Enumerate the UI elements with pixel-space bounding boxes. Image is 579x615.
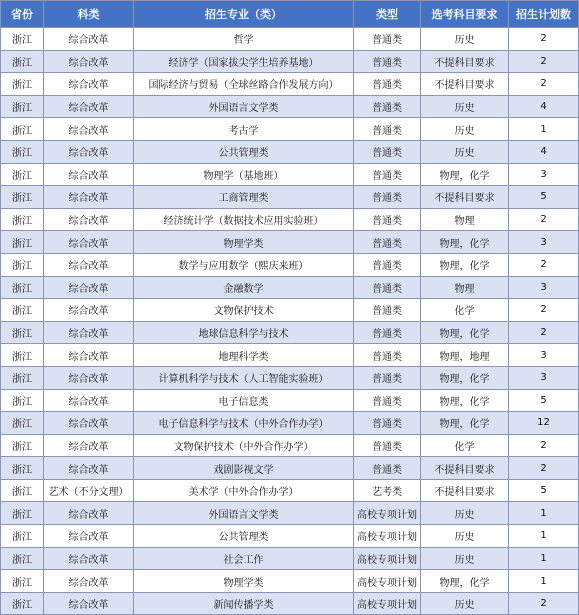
- plan-count-cell: 1: [509, 570, 579, 593]
- category-cell: 综合改革: [44, 570, 134, 593]
- major-cell: 戏剧影视文学: [134, 457, 354, 480]
- major-cell: 新闻传播学类: [134, 592, 354, 615]
- plan-count-cell: 5: [509, 186, 579, 209]
- category-cell: 综合改革: [44, 186, 134, 209]
- category-cell: 综合改革: [44, 299, 134, 322]
- table-row: [1, 389, 579, 412]
- table-row: [1, 163, 579, 186]
- plan-count-cell: 2: [509, 28, 579, 51]
- type-cell: 高校专项计划: [354, 547, 421, 570]
- province-cell: 浙江: [1, 412, 44, 435]
- category-cell: 综合改革: [44, 457, 134, 480]
- type-cell: 普通类: [354, 50, 421, 73]
- category-cell: 艺术（不分文理）: [44, 479, 134, 502]
- province-cell: 浙江: [1, 457, 44, 480]
- category-cell: 综合改革: [44, 73, 134, 96]
- province-cell: 浙江: [1, 276, 44, 299]
- plan-count-cell: 3: [509, 276, 579, 299]
- subject-requirement-cell: 物理，化学: [421, 570, 509, 593]
- table-row: [1, 344, 579, 367]
- subject-requirement-cell: 历史: [421, 28, 509, 51]
- table-row: [1, 140, 579, 163]
- table-body: [1, 28, 579, 615]
- subject-requirement-cell: 历史: [421, 547, 509, 570]
- province-cell: 浙江: [1, 592, 44, 615]
- category-cell: 综合改革: [44, 276, 134, 299]
- category-cell: 综合改革: [44, 163, 134, 186]
- plan-count-cell: 3: [509, 344, 579, 367]
- plan-count-cell: 2: [509, 299, 579, 322]
- header-category: 科类: [44, 1, 134, 28]
- plan-count-cell: 3: [509, 366, 579, 389]
- subject-requirement-cell: 历史: [421, 525, 509, 548]
- type-cell: 普通类: [354, 457, 421, 480]
- province-cell: 浙江: [1, 253, 44, 276]
- category-cell: 综合改革: [44, 253, 134, 276]
- major-cell: 国际经济与贸易（全球丝路合作发展方向）: [134, 73, 354, 96]
- category-cell: 综合改革: [44, 118, 134, 141]
- type-cell: 普通类: [354, 140, 421, 163]
- table-row: [1, 570, 579, 593]
- major-cell: 物理学类: [134, 570, 354, 593]
- province-cell: 浙江: [1, 231, 44, 254]
- category-cell: 综合改革: [44, 434, 134, 457]
- category-cell: 综合改革: [44, 344, 134, 367]
- province-cell: 浙江: [1, 525, 44, 548]
- subject-requirement-cell: 化学: [421, 434, 509, 457]
- province-cell: 浙江: [1, 50, 44, 73]
- major-cell: 电子信息类: [134, 389, 354, 412]
- province-cell: 浙江: [1, 479, 44, 502]
- major-cell: 计算机科学与技术（人工智能实验班）: [134, 366, 354, 389]
- major-cell: 哲学: [134, 28, 354, 51]
- subject-requirement-cell: 不提科目要求: [421, 50, 509, 73]
- type-cell: 高校专项计划: [354, 525, 421, 548]
- type-cell: 普通类: [354, 344, 421, 367]
- type-cell: 艺考类: [354, 479, 421, 502]
- category-cell: 综合改革: [44, 592, 134, 615]
- province-cell: 浙江: [1, 73, 44, 96]
- table-row: [1, 547, 579, 570]
- table-row: [1, 73, 579, 96]
- header-province: 省份: [1, 1, 44, 28]
- subject-requirement-cell: 物理，地理: [421, 344, 509, 367]
- table-row: [1, 186, 579, 209]
- major-cell: 公共管理类: [134, 525, 354, 548]
- province-cell: 浙江: [1, 186, 44, 209]
- major-cell: 经济统计学（数据技术应用实验班）: [134, 208, 354, 231]
- header-subject-requirement: 选考科目要求: [421, 1, 509, 28]
- subject-requirement-cell: 历史: [421, 140, 509, 163]
- plan-count-cell: 1: [509, 118, 579, 141]
- subject-requirement-cell: 物理: [421, 208, 509, 231]
- major-cell: 外国语言文学类: [134, 502, 354, 525]
- category-cell: 综合改革: [44, 525, 134, 548]
- table-row: [1, 412, 579, 435]
- type-cell: 普通类: [354, 231, 421, 254]
- type-cell: 普通类: [354, 73, 421, 96]
- category-cell: 综合改革: [44, 231, 134, 254]
- category-cell: 综合改革: [44, 321, 134, 344]
- province-cell: 浙江: [1, 344, 44, 367]
- province-cell: 浙江: [1, 208, 44, 231]
- subject-requirement-cell: 不提科目要求: [421, 73, 509, 96]
- type-cell: 普通类: [354, 299, 421, 322]
- major-cell: 物理学（基地班）: [134, 163, 354, 186]
- province-cell: 浙江: [1, 140, 44, 163]
- major-cell: 物理学类: [134, 231, 354, 254]
- plan-count-cell: 1: [509, 525, 579, 548]
- type-cell: 普通类: [354, 208, 421, 231]
- subject-requirement-cell: 不提科目要求: [421, 457, 509, 480]
- subject-requirement-cell: 不提科目要求: [421, 186, 509, 209]
- type-cell: 普通类: [354, 276, 421, 299]
- major-cell: 经济学（国家拔尖学生培养基地）: [134, 50, 354, 73]
- subject-requirement-cell: 化学: [421, 299, 509, 322]
- table-row: [1, 502, 579, 525]
- table-row: [1, 592, 579, 615]
- table-row: [1, 525, 579, 548]
- table-row: [1, 253, 579, 276]
- plan-count-cell: 2: [509, 592, 579, 615]
- province-cell: 浙江: [1, 118, 44, 141]
- province-cell: 浙江: [1, 366, 44, 389]
- category-cell: 综合改革: [44, 389, 134, 412]
- category-cell: 综合改革: [44, 50, 134, 73]
- major-cell: 电子信息科学与技术（中外合作办学）: [134, 412, 354, 435]
- subject-requirement-cell: 物理，化学: [421, 231, 509, 254]
- type-cell: 普通类: [354, 412, 421, 435]
- table-row: [1, 28, 579, 51]
- major-cell: 考古学: [134, 118, 354, 141]
- category-cell: 综合改革: [44, 366, 134, 389]
- type-cell: 高校专项计划: [354, 570, 421, 593]
- province-cell: 浙江: [1, 434, 44, 457]
- major-cell: 金融数学: [134, 276, 354, 299]
- table-row: [1, 457, 579, 480]
- plan-count-cell: 2: [509, 321, 579, 344]
- table-row: [1, 321, 579, 344]
- major-cell: 文物保护技术（中外合作办学）: [134, 434, 354, 457]
- province-cell: 浙江: [1, 28, 44, 51]
- subject-requirement-cell: 物理: [421, 276, 509, 299]
- province-cell: 浙江: [1, 570, 44, 593]
- major-cell: 地理科学类: [134, 344, 354, 367]
- subject-requirement-cell: 物理，化学: [421, 366, 509, 389]
- table-header-row: [1, 1, 579, 28]
- plan-count-cell: 1: [509, 547, 579, 570]
- subject-requirement-cell: 物理，化学: [421, 321, 509, 344]
- province-cell: 浙江: [1, 321, 44, 344]
- major-cell: 地球信息科学与技术: [134, 321, 354, 344]
- category-cell: 综合改革: [44, 502, 134, 525]
- category-cell: 综合改革: [44, 95, 134, 118]
- category-cell: 综合改革: [44, 547, 134, 570]
- province-cell: 浙江: [1, 502, 44, 525]
- plan-count-cell: 2: [509, 253, 579, 276]
- plan-count-cell: 12: [509, 412, 579, 435]
- type-cell: 普通类: [354, 186, 421, 209]
- province-cell: 浙江: [1, 299, 44, 322]
- table-row: [1, 299, 579, 322]
- type-cell: 普通类: [354, 321, 421, 344]
- table-row: [1, 231, 579, 254]
- header-plan-count: 招生计划数: [509, 1, 579, 28]
- province-cell: 浙江: [1, 95, 44, 118]
- subject-requirement-cell: 物理，化学: [421, 163, 509, 186]
- table-row: [1, 95, 579, 118]
- major-cell: 文物保护技术: [134, 299, 354, 322]
- type-cell: 普通类: [354, 366, 421, 389]
- major-cell: 工商管理类: [134, 186, 354, 209]
- type-cell: 普通类: [354, 95, 421, 118]
- plan-count-cell: 4: [509, 140, 579, 163]
- type-cell: 高校专项计划: [354, 502, 421, 525]
- category-cell: 综合改革: [44, 140, 134, 163]
- table-row: [1, 276, 579, 299]
- subject-requirement-cell: 物理，化学: [421, 389, 509, 412]
- plan-count-cell: 2: [509, 73, 579, 96]
- header-type: 类型: [354, 1, 421, 28]
- type-cell: 普通类: [354, 253, 421, 276]
- plan-count-cell: 5: [509, 389, 579, 412]
- table-row: [1, 118, 579, 141]
- plan-count-cell: 2: [509, 457, 579, 480]
- table-row: [1, 479, 579, 502]
- plan-count-cell: 1: [509, 502, 579, 525]
- province-cell: 浙江: [1, 163, 44, 186]
- subject-requirement-cell: 物理，化学: [421, 412, 509, 435]
- table-row: [1, 434, 579, 457]
- type-cell: 普通类: [354, 389, 421, 412]
- subject-requirement-cell: 物理，化学: [421, 253, 509, 276]
- table-row: [1, 366, 579, 389]
- plan-count-cell: 5: [509, 479, 579, 502]
- major-cell: 外国语言文学类: [134, 95, 354, 118]
- subject-requirement-cell: 历史: [421, 95, 509, 118]
- plan-count-cell: 3: [509, 231, 579, 254]
- plan-count-cell: 2: [509, 434, 579, 457]
- type-cell: 高校专项计划: [354, 592, 421, 615]
- subject-requirement-cell: 历史: [421, 118, 509, 141]
- header-major: 招生专业（类）: [134, 1, 354, 28]
- type-cell: 普通类: [354, 163, 421, 186]
- plan-count-cell: 3: [509, 163, 579, 186]
- table-row: [1, 208, 579, 231]
- category-cell: 综合改革: [44, 28, 134, 51]
- major-cell: 美术学（中外合作办学）: [134, 479, 354, 502]
- category-cell: 综合改革: [44, 208, 134, 231]
- major-cell: 公共管理类: [134, 140, 354, 163]
- province-cell: 浙江: [1, 547, 44, 570]
- major-cell: 社会工作: [134, 547, 354, 570]
- table-row: [1, 50, 579, 73]
- plan-count-cell: 2: [509, 208, 579, 231]
- type-cell: 普通类: [354, 434, 421, 457]
- subject-requirement-cell: 历史: [421, 592, 509, 615]
- major-cell: 数学与应用数学（熙庆来班）: [134, 253, 354, 276]
- subject-requirement-cell: 不提科目要求: [421, 479, 509, 502]
- category-cell: 综合改革: [44, 412, 134, 435]
- subject-requirement-cell: 历史: [421, 502, 509, 525]
- plan-count-cell: 4: [509, 95, 579, 118]
- plan-count-cell: 2: [509, 50, 579, 73]
- type-cell: 普通类: [354, 28, 421, 51]
- type-cell: 普通类: [354, 118, 421, 141]
- province-cell: 浙江: [1, 389, 44, 412]
